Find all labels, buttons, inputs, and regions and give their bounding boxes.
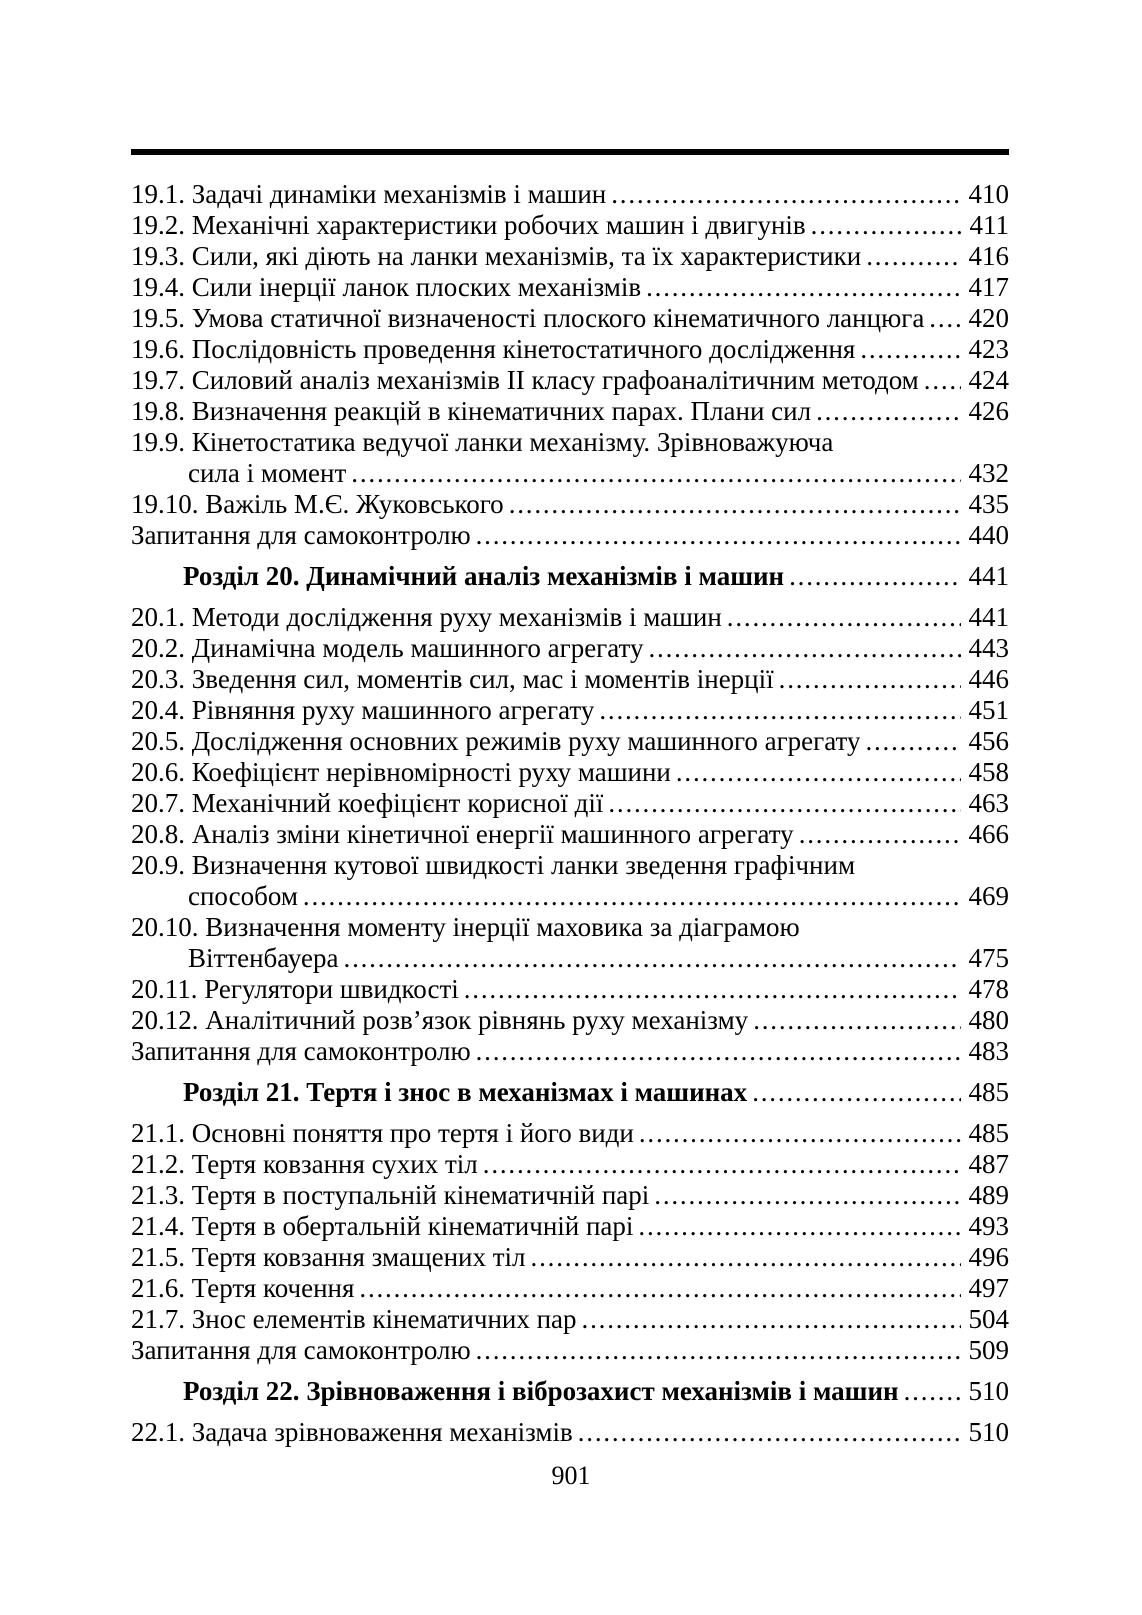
toc-entry-text: 21.2. Тертя ковзання сухих тіл xyxy=(131,1149,478,1179)
toc-page-number: 451 xyxy=(968,695,1009,725)
dot-leader xyxy=(638,1211,961,1242)
toc-entry-text: 20.8. Аналіз зміни кінетичної енергії машинного агрегату xyxy=(131,819,794,849)
toc-page-number: 489 xyxy=(968,1180,1009,1210)
toc-entry xyxy=(131,819,1009,850)
toc-entry xyxy=(131,1149,1009,1180)
dot-leader xyxy=(359,1273,961,1304)
toc-page-number: 410 xyxy=(968,179,1009,209)
toc-entry-text: 19.7. Силовий аналіз механізмів ІІ класу графоаналітичним методом xyxy=(131,365,919,395)
dot-leader xyxy=(476,520,961,551)
toc-entry xyxy=(131,1180,1009,1211)
toc-page-number: 483 xyxy=(968,1036,1009,1066)
header-rule xyxy=(131,149,1009,155)
toc-entry-line2 xyxy=(131,943,1009,974)
toc-entry xyxy=(131,602,1009,633)
toc-entry xyxy=(131,1118,1009,1149)
toc-entry-text: сила і момент xyxy=(188,458,347,488)
toc-page-number: 510 xyxy=(968,1376,1009,1406)
toc-entry-text: 21.1. Основні поняття про тертя і його види xyxy=(131,1118,634,1148)
toc-entry-text: 19.10. Важіль М.Є. Жуковського xyxy=(131,489,504,519)
toc-entry xyxy=(131,303,1009,334)
toc-page-number: 509 xyxy=(968,1335,1009,1365)
toc-entry-text: Розділ 20. Динамічний аналіз механізмів і машин xyxy=(183,561,785,591)
toc-entry xyxy=(131,726,1009,757)
toc-page-number: 435 xyxy=(968,489,1009,519)
dot-leader xyxy=(344,943,961,974)
toc-entry-text: способом xyxy=(188,881,298,911)
toc-entry xyxy=(131,520,1009,551)
toc-entry xyxy=(131,664,1009,695)
dot-leader xyxy=(608,788,961,819)
toc-page-number: 424 xyxy=(968,365,1009,395)
toc-page-number: 446 xyxy=(968,664,1009,694)
toc-entry xyxy=(131,1273,1009,1304)
toc-page-number: 441 xyxy=(968,602,1009,632)
toc-page-number: 493 xyxy=(968,1211,1009,1241)
toc-entry-text: 20.7. Механічний коефіцієнт корисної дії xyxy=(131,788,604,818)
toc-entry xyxy=(131,974,1009,1005)
dot-leader xyxy=(816,396,961,427)
toc-entry-line2 xyxy=(131,458,1009,489)
toc-page-number: 480 xyxy=(968,1005,1009,1035)
dot-leader xyxy=(929,303,961,334)
dot-leader xyxy=(789,561,961,592)
toc-page-number: 478 xyxy=(968,974,1009,1004)
dot-leader xyxy=(303,881,961,912)
toc-page-number: 440 xyxy=(968,520,1009,550)
toc-entry-text: Запитання для самоконтролю xyxy=(131,520,471,550)
toc-entry-text: 21.3. Тертя в поступальній кінематичній парі xyxy=(131,1180,650,1210)
dot-leader xyxy=(752,1077,961,1108)
toc-entry-text: 20.11. Регулятори швидкості xyxy=(131,974,459,1004)
dot-leader xyxy=(866,241,961,272)
toc-entry-text: 19.5. Умова статичної визначеності плоского кінематичного ланцюга xyxy=(131,303,925,333)
toc-entry-text: 19.8. Визначення реакцій в кінематичних парах. Плани сил xyxy=(131,396,812,426)
toc-page-number: 423 xyxy=(968,334,1009,364)
toc-chapter-heading xyxy=(131,1077,1009,1108)
toc-page-number: 441 xyxy=(968,561,1009,591)
toc-entry xyxy=(131,272,1009,303)
toc-entry-text: 21.6. Тертя кочення xyxy=(131,1273,355,1303)
toc-entry xyxy=(131,210,1009,241)
toc-entry-text: 19.9. Кінетостатика ведучої ланки механізму. Зрівноважуюча xyxy=(131,427,834,457)
toc-entry-text: 20.4. Рівняння руху машинного агрегату xyxy=(131,695,595,725)
toc-page-number: 456 xyxy=(968,726,1009,756)
dot-leader xyxy=(578,1417,961,1448)
dot-leader xyxy=(779,664,961,695)
toc-page-number: 466 xyxy=(968,819,1009,849)
dot-leader xyxy=(865,726,961,757)
toc-page-number: 432 xyxy=(968,458,1009,488)
toc-page-number: 458 xyxy=(968,757,1009,787)
toc-page-number: 475 xyxy=(968,943,1009,973)
toc-entry-text: 21.7. Знос елементів кінематичних пар xyxy=(131,1304,577,1334)
toc-page-number: 496 xyxy=(968,1242,1009,1272)
toc-entry-text: 19.2. Механічні характеристики робочих машин і двигунів xyxy=(131,210,806,240)
toc-entry xyxy=(131,489,1009,520)
toc-entry-text: 19.4. Сили інерції ланок плоских механізмів xyxy=(131,272,642,302)
toc-entry xyxy=(131,695,1009,726)
toc-entry xyxy=(131,1211,1009,1242)
toc-entry-text: 20.1. Методи дослідження руху механізмів і машин xyxy=(131,602,722,632)
toc-entry-text: 20.5. Дослідження основних режимів руху машинного агрегату xyxy=(131,726,861,756)
toc-page-number: 497 xyxy=(968,1273,1009,1303)
toc-page-number: 416 xyxy=(968,241,1009,271)
toc-entry-text: 20.6. Коефіцієнт нерівномірності руху машини xyxy=(131,757,671,787)
page-number: 901 xyxy=(551,1461,591,1490)
toc-entry xyxy=(131,396,1009,427)
toc-page-number: 417 xyxy=(968,272,1009,302)
dot-leader xyxy=(799,819,961,850)
toc-page-number: 463 xyxy=(968,788,1009,818)
dot-leader xyxy=(476,1036,961,1067)
dot-leader xyxy=(639,1118,961,1149)
dot-leader xyxy=(611,179,961,210)
toc-chapter-heading xyxy=(131,561,1009,592)
dot-leader xyxy=(483,1149,961,1180)
toc-page-number: 420 xyxy=(968,303,1009,333)
toc-entry-line1 xyxy=(131,427,1009,458)
toc-entry xyxy=(131,1417,1009,1448)
toc-entry-text: 20.9. Визначення кутової швидкості ланки зведення графічним xyxy=(131,850,856,880)
toc-entry-text: Віттенбауера xyxy=(188,943,339,973)
toc-page-number: 487 xyxy=(968,1149,1009,1179)
toc-entry xyxy=(131,633,1009,664)
toc-entry xyxy=(131,365,1009,396)
toc-entry-text: 21.4. Тертя в обертальній кінематичній парі xyxy=(131,1211,634,1241)
dot-leader xyxy=(649,633,962,664)
toc-page-number: 411 xyxy=(969,210,1009,240)
toc-page-number: 510 xyxy=(968,1417,1009,1447)
dot-leader xyxy=(727,602,961,633)
toc-entry xyxy=(131,1036,1009,1067)
dot-leader xyxy=(509,489,961,520)
toc-entry-line2 xyxy=(131,881,1009,912)
toc-chapter-heading xyxy=(131,1376,1009,1407)
dot-leader xyxy=(676,757,961,788)
toc-page-number: 443 xyxy=(968,633,1009,663)
toc-entry-text: 21.5. Тертя ковзання змащених тіл xyxy=(131,1242,526,1272)
dot-leader xyxy=(599,695,961,726)
toc-page-number: 469 xyxy=(968,881,1009,911)
toc-page-number: 485 xyxy=(968,1077,1009,1107)
toc-entry-text: Запитання для самоконтролю xyxy=(131,1335,471,1365)
dot-leader xyxy=(476,1335,961,1366)
dot-leader xyxy=(753,1005,961,1036)
dot-leader xyxy=(464,974,961,1005)
toc-entry-line1 xyxy=(131,850,1009,881)
toc-page-number: 504 xyxy=(968,1304,1009,1334)
toc-entry-text: Запитання для самоконтролю xyxy=(131,1036,471,1066)
dot-leader xyxy=(654,1180,961,1211)
dot-leader xyxy=(531,1242,961,1273)
dot-leader xyxy=(582,1304,961,1335)
toc-entry-text: Розділ 22. Зрівноваження і віброзахист механізмів і машин xyxy=(183,1376,899,1406)
toc-entry xyxy=(131,1335,1009,1366)
toc-entry xyxy=(131,788,1009,819)
dot-leader xyxy=(351,458,961,489)
dot-leader xyxy=(811,210,961,241)
toc-page-number: 426 xyxy=(968,396,1009,426)
toc-entry-text: 19.6. Послідовність проведення кінетостатичного дослідження xyxy=(131,334,856,364)
toc-entry-text: 19.3. Сили, які діють на ланки механізмів, та їх характеристики xyxy=(131,241,862,271)
toc-entry xyxy=(131,757,1009,788)
dot-leader xyxy=(646,272,961,303)
toc-entry xyxy=(131,179,1009,210)
toc-entry-text: 20.10. Визначення моменту інерції маховика за діаграмою xyxy=(131,912,800,942)
toc-entry-text: 20.12. Аналітичний розв’язок рівнянь руху механізму xyxy=(131,1005,749,1035)
dot-leader xyxy=(860,334,961,365)
toc-entry xyxy=(131,241,1009,272)
toc-entry xyxy=(131,1242,1009,1273)
dot-leader xyxy=(904,1376,961,1407)
toc-entry-text: Розділ 21. Тертя і знос в механізмах і машинах xyxy=(183,1077,748,1107)
dot-leader xyxy=(924,365,961,396)
toc-entry-text: 20.3. Зведення сил, моментів сил, мас і моментів інерції xyxy=(131,664,774,694)
toc-entry-text: 22.1. Задача зрівноваження механізмів xyxy=(131,1417,573,1447)
toc-entry xyxy=(131,1005,1009,1036)
toc-page-number: 485 xyxy=(968,1118,1009,1148)
toc-entry-line1 xyxy=(131,912,1009,943)
toc-entry xyxy=(131,1304,1009,1335)
toc-entry-text: 20.2. Динамічна модель машинного агрегату xyxy=(131,633,644,663)
table-of-contents xyxy=(131,179,1009,1448)
toc-entry-text: 19.1. Задачі динаміки механізмів і машин xyxy=(131,179,607,209)
toc-entry xyxy=(131,334,1009,365)
